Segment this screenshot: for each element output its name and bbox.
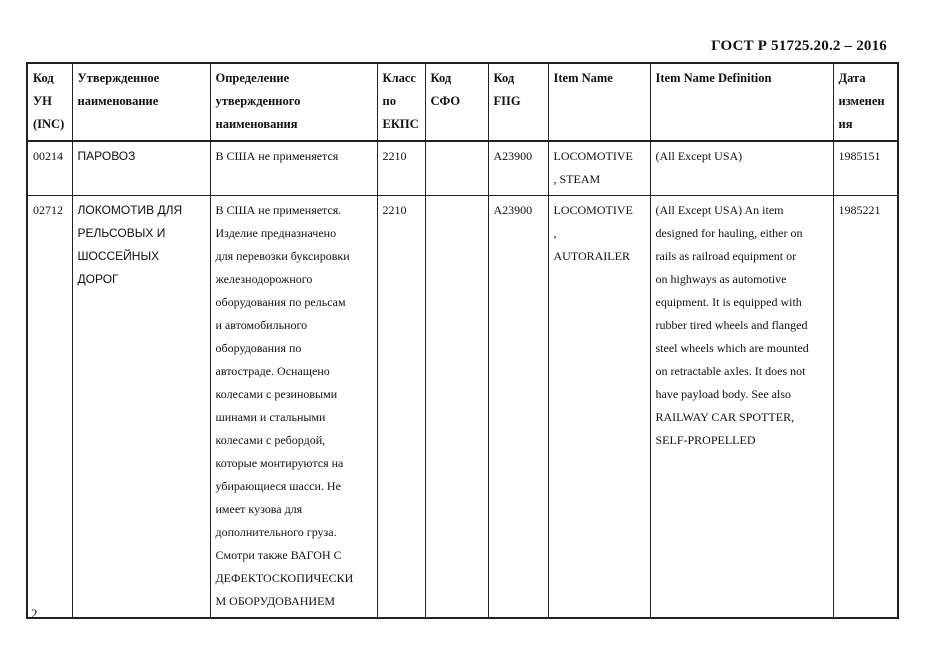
cell-line: М ОБОРУДОВАНИЕМ xyxy=(215,594,336,608)
cell-line: наименования xyxy=(215,117,298,131)
cell-line: Класс xyxy=(382,71,416,85)
cell-definition xyxy=(210,196,377,619)
header-fiig xyxy=(488,63,548,141)
cell-line: колесами с ребордой, xyxy=(215,433,326,447)
cell-line: ПАРОВОЗ xyxy=(77,149,136,163)
cell-line: RAILWAY CAR SPOTTER, xyxy=(655,410,795,424)
cell-line: AUTORAILER xyxy=(553,249,630,263)
cell-line: Определение xyxy=(215,71,290,85)
cell-line: SELF-PROPELLED xyxy=(655,433,756,447)
header-class xyxy=(377,63,425,141)
cell-approved-name xyxy=(72,196,210,619)
cell-line: В США не применяется xyxy=(215,149,339,163)
cell-date: 1985221 xyxy=(833,196,898,619)
cell-line: Item Name xyxy=(553,71,613,85)
cell-line: УН xyxy=(33,94,52,108)
cell-line: В США не применяется. xyxy=(215,203,342,217)
cell-inc: 00214 xyxy=(27,141,72,196)
cell-item-name xyxy=(548,196,650,619)
table-header-row xyxy=(27,63,898,141)
header-item-name xyxy=(548,63,650,141)
cell-definition xyxy=(210,141,377,196)
cell-line: изменен xyxy=(838,94,885,108)
cell-line: ШОССЕЙНЫХ xyxy=(77,249,160,263)
cell-line: (INC) xyxy=(33,117,65,131)
cell-line: колесами с резиновыми xyxy=(215,387,338,401)
cell-line: утвержденного xyxy=(215,94,301,108)
cell-sfo xyxy=(425,196,488,619)
cell-sfo xyxy=(425,141,488,196)
table-row xyxy=(27,196,898,619)
cell-line: ЛОКОМОТИВ ДЛЯ xyxy=(77,203,183,217)
cell-line: автостраде. Оснащено xyxy=(215,364,330,378)
cell-approved-name xyxy=(72,141,210,196)
cell-date: 1985151 xyxy=(833,141,898,196)
cell-class: 2210 xyxy=(377,141,425,196)
cell-line: (All Except USA) xyxy=(655,149,743,163)
header-definition xyxy=(210,63,377,141)
cell-line: ДЕФЕКТОСКОПИЧЕСКИ xyxy=(215,571,354,585)
cell-item-name xyxy=(548,141,650,196)
cell-line: по xyxy=(382,94,396,108)
cell-line: наименование xyxy=(77,94,159,108)
header-date xyxy=(833,63,898,141)
cell-line: которые монтируются на xyxy=(215,456,344,470)
cell-class: 2210 xyxy=(377,196,425,619)
document-code: ГОСТ Р 51725.20.2 – 2016 xyxy=(711,38,887,54)
cell-line: steel wheels which are mounted xyxy=(655,341,809,355)
cell-item-definition xyxy=(650,141,833,196)
cell-fiig: A23900 xyxy=(488,141,548,196)
cell-line: Утвержденное xyxy=(77,71,160,85)
cell-line: rubber tired wheels and flanged xyxy=(655,318,808,332)
cell-line: оборудования по xyxy=(215,341,302,355)
cell-line: оборудования по рельсам xyxy=(215,295,346,309)
cell-line: и автомобильного xyxy=(215,318,308,332)
cell-line: ДОРОГ xyxy=(77,272,119,286)
cell-line: Смотри также ВАГОН С xyxy=(215,548,342,562)
cell-line: designed for hauling, either on xyxy=(655,226,803,240)
cell-line: ия xyxy=(838,117,853,131)
cell-line: equipment. It is equipped with xyxy=(655,295,802,309)
cell-line: для перевозки буксировки xyxy=(215,249,350,263)
cell-line: Код xyxy=(493,71,515,85)
cell-line: ЕКПС xyxy=(382,117,419,131)
cell-line: , STEAM xyxy=(553,172,601,186)
cell-fiig: A23900 xyxy=(488,196,548,619)
cell-line: on highways as automotive xyxy=(655,272,787,286)
cell-line: Item Name Definition xyxy=(655,71,772,85)
cell-line: шинами и стальными xyxy=(215,410,326,424)
cell-line: дополнительного груза. xyxy=(215,525,337,539)
cell-line: (All Except USA) An item xyxy=(655,203,784,217)
cell-line: , xyxy=(553,226,557,240)
cell-line: Дата xyxy=(838,71,866,85)
page-number: 2 xyxy=(31,606,38,621)
cell-item-definition xyxy=(650,196,833,619)
cell-line: имеет кузова для xyxy=(215,502,303,516)
cell-line: LOCOMOTIVE xyxy=(553,149,633,163)
header-item-definition xyxy=(650,63,833,141)
cell-line: РЕЛЬСОВЫХ И xyxy=(77,226,166,240)
cell-line: убирающиеся шасси. Не xyxy=(215,479,341,493)
cell-inc: 02712 xyxy=(27,196,72,619)
cell-line: rails as railroad equipment or xyxy=(655,249,797,263)
cell-line: Код xyxy=(430,71,452,85)
table-row xyxy=(27,141,898,196)
cell-line: железнодорожного xyxy=(215,272,313,286)
cell-line: on retractable axles. It does not xyxy=(655,364,806,378)
cell-line: Изделие предназначено xyxy=(215,226,337,240)
header-sfo xyxy=(425,63,488,141)
cell-line: Код xyxy=(33,71,54,85)
cell-line: have payload body. See also xyxy=(655,387,792,401)
cell-line: FIIG xyxy=(493,94,521,108)
header-approved-name xyxy=(72,63,210,141)
items-table xyxy=(26,62,899,619)
header-inc xyxy=(27,63,72,141)
cell-line: LOCOMOTIVE xyxy=(553,203,633,217)
cell-line: СФО xyxy=(430,94,461,108)
